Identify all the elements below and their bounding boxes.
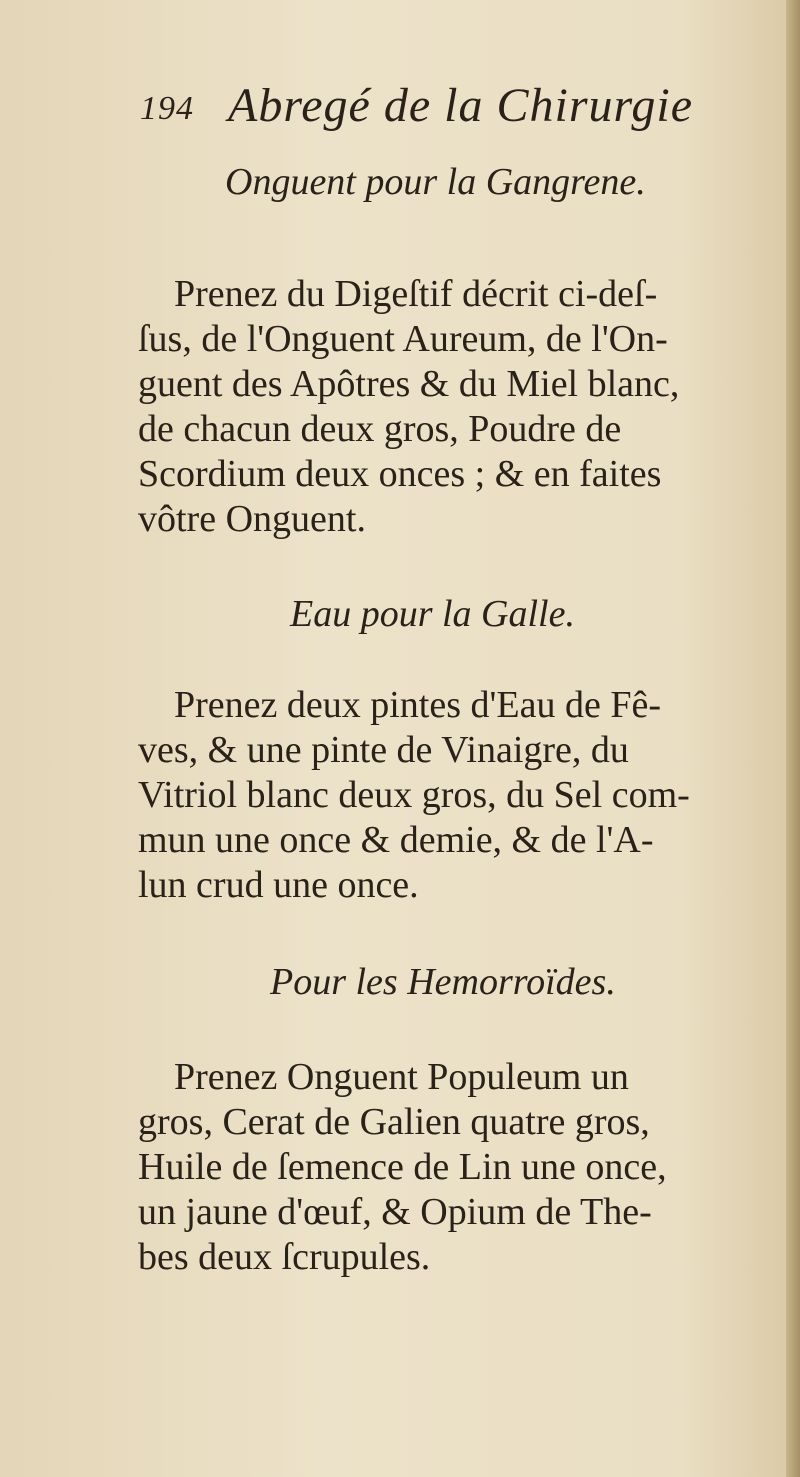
text-line: gros, Cerat de Galien quatre gros, [138, 1101, 650, 1143]
text-line: de chacun deux gros, Poudre de [138, 408, 622, 450]
text-line: Prenez deux pintes d'Eau de Fê- [174, 684, 661, 726]
text-line: mun une once & demie, & de l'A- [138, 819, 654, 861]
recipe-paragraph-galle [138, 683, 763, 908]
page-edge [786, 0, 800, 1477]
text-line: Prenez du Digeſtif décrit ci-deſ- [174, 273, 658, 315]
section-title-gangrene: Onguent pour la Gangrene. [225, 161, 646, 203]
text-line: un jaune d'œuf, & Opium de The- [138, 1191, 652, 1233]
text-line: lun crud une once. [138, 864, 419, 906]
text-line: guent des Apôtres & du Miel blanc, [138, 363, 680, 405]
section-title-hemorroides: Pour les Hemorroïdes. [270, 961, 616, 1003]
text-line: bes deux ſcrupules. [138, 1236, 431, 1278]
page-header [140, 78, 740, 138]
recipe-paragraph-gangrene [138, 272, 763, 542]
text-line: Huile de ſemence de Lin une once, [138, 1146, 667, 1188]
page-number: 194 [140, 90, 194, 127]
text-line: Prenez Onguent Populeum un [174, 1056, 629, 1098]
text-line: Scordium deux onces ; & en faites [138, 453, 662, 495]
running-title: Abregé de la Chirurgie [228, 79, 694, 132]
section-title-galle: Eau pour la Galle. [290, 593, 575, 635]
text-line: ves, & une pinte de Vinaigre, du [138, 729, 629, 771]
text-line: Vitriol blanc deux gros, du Sel com- [138, 774, 690, 816]
text-line: vôtre Onguent. [138, 498, 366, 540]
text-line: ſus, de l'Onguent Aureum, de l'On- [138, 318, 668, 360]
recipe-paragraph-hemorroides [138, 1055, 763, 1280]
